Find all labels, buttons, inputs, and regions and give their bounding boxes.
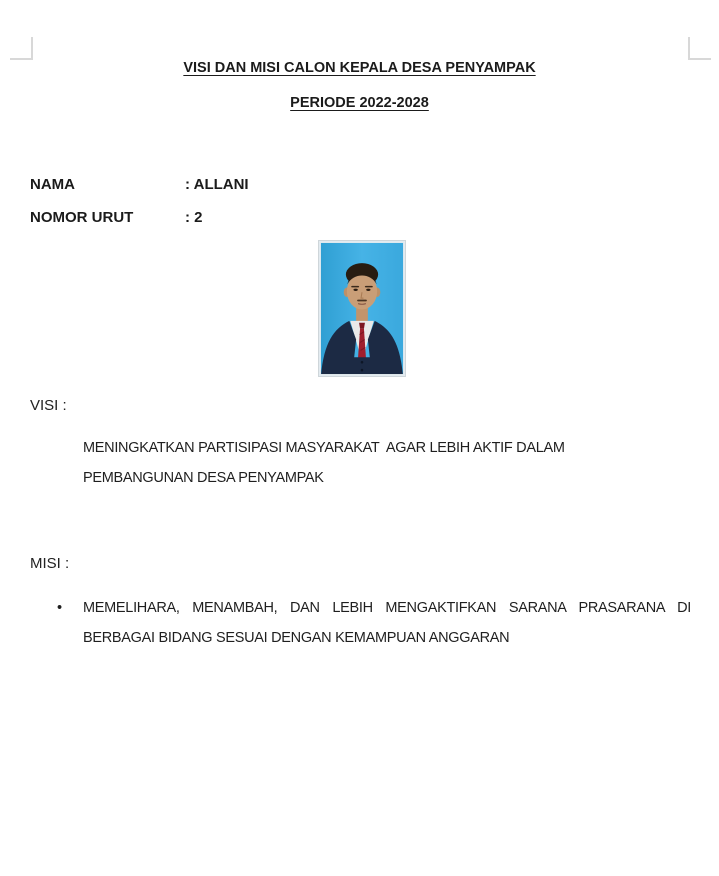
document-title [0,59,719,77]
name-label: NAMA [30,176,75,193]
document-subtitle [0,94,719,112]
misi-bullet: • [57,600,63,616]
document-title-text: VISI DAN MISI CALON KEPALA DESA PENYAMPAK [183,60,536,76]
misi-label: MISI : [30,555,70,572]
visi-text: MENINGKATKAN PARTISIPASI MASYARAKAT AGAR LEBIH AKTIF DALAM PEMBANGUNAN DESA PENYAMPAK [83,440,569,486]
candidate-photo [318,240,406,377]
visi-label: VISI : [30,397,67,414]
name-value: : ALLANI [185,176,249,193]
misi-item: MEMELIHARA, MENAMBAH, DAN LEBIH MENGAKTIFKAN SARANA PRASARANA DI BERBAGAI BIDANG SESUAI DENGAN KEMAMPUAN ANGGARAN [83,600,691,646]
number-value: : 2 [185,209,203,226]
number-label: NOMOR URUT [30,209,134,226]
candidate-portrait-icon [319,241,405,376]
document-subtitle-text: PERIODE 2022-2028 [290,95,429,111]
crop-mark-top-right-icon [688,37,711,60]
crop-mark-top-left-icon [10,37,33,60]
